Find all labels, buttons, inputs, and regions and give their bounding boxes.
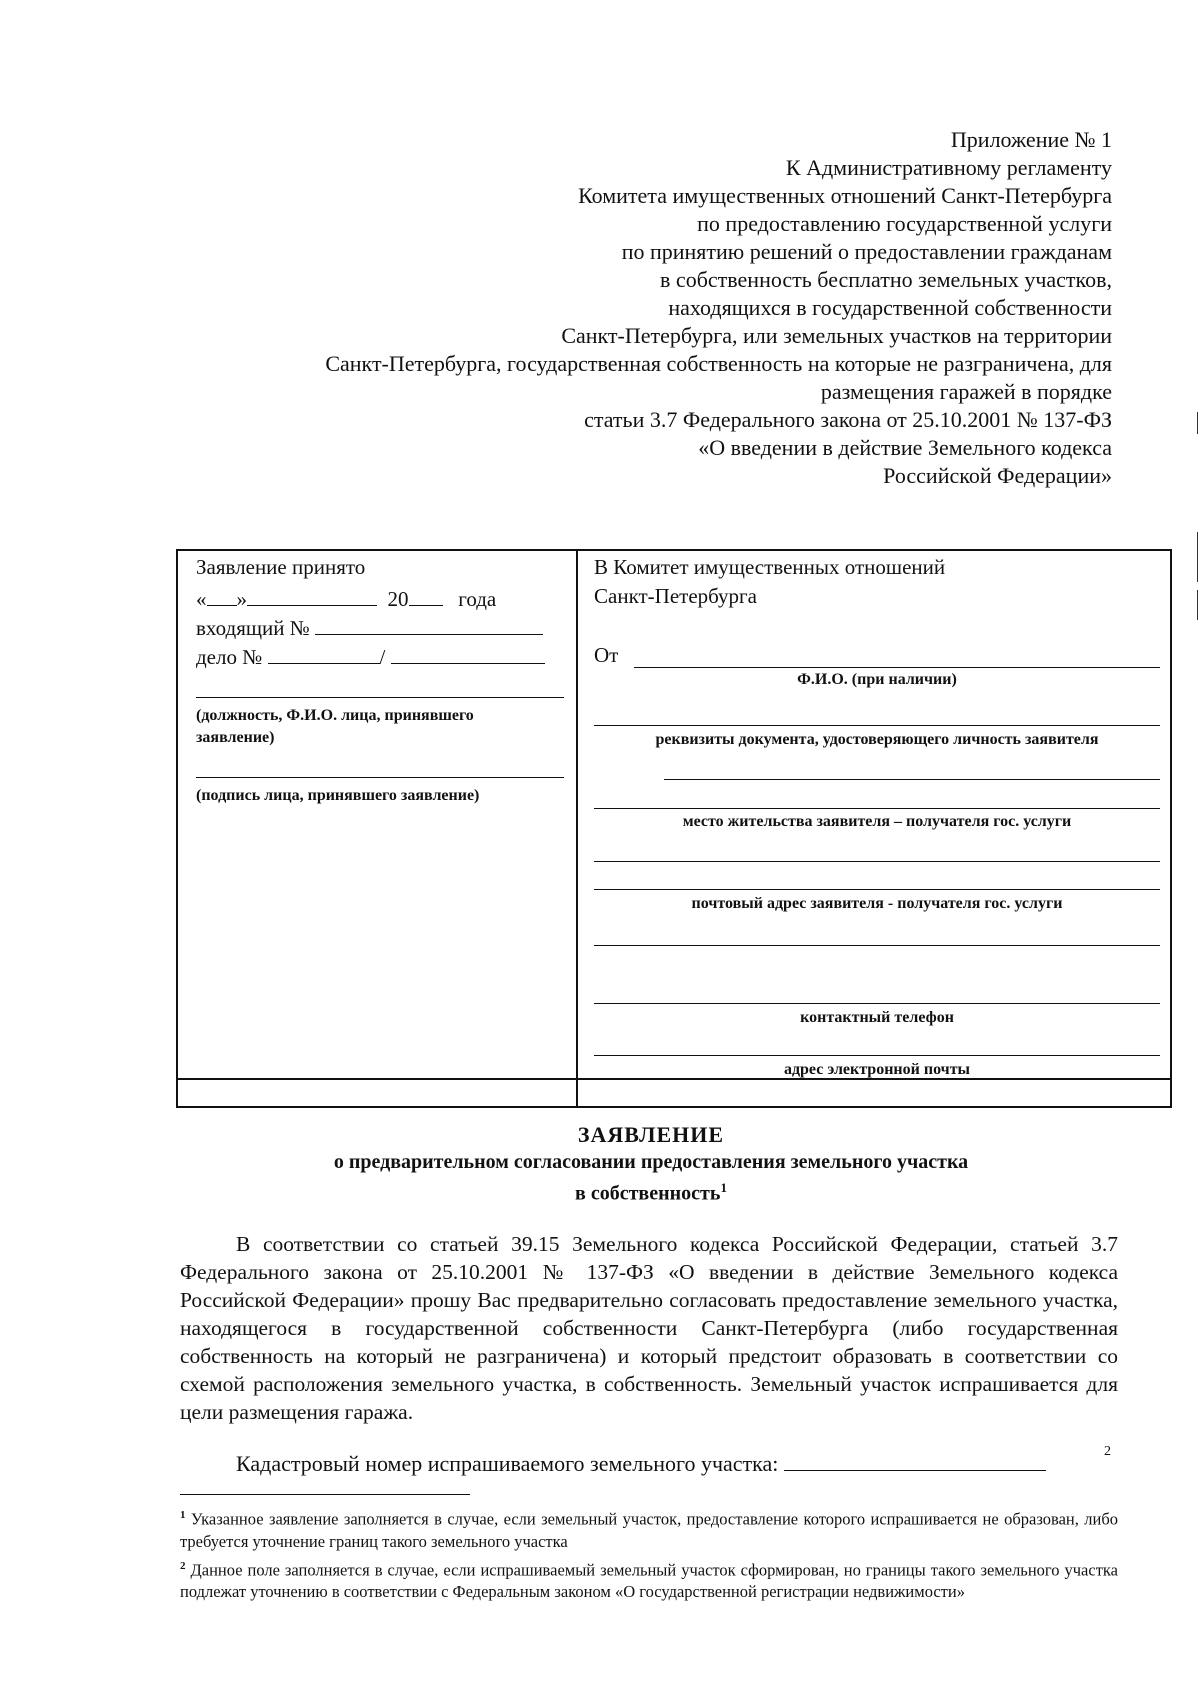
residence-line[interactable] — [594, 808, 1160, 809]
footnote-text: Данное поле заполняется в случае, если испрашиваемый земельный участок сформирован, но границы такого земельного участка подлежат уточнению в соответствии с Федеральным законом «О государственной регистрации недвижимости» — [180, 1560, 1119, 1601]
cadastral-label: Кадастровый номер испрашиваемого земельного участка: — [236, 1451, 779, 1476]
header-line: в собственность бесплатно земельных участков, — [660, 267, 1112, 292]
accepted-label: Заявление принято — [196, 555, 366, 579]
header-line: находящихся в государственной собственности — [668, 295, 1112, 320]
postal-line[interactable] — [594, 889, 1160, 890]
footnote-2 — [180, 1555, 1118, 1604]
position-line[interactable] — [196, 697, 564, 698]
postal-line-2[interactable] — [594, 945, 1160, 946]
header-line: статьи 3.7 Федерального закона от 25.10.2001 № 137-ФЗ — [584, 407, 1112, 432]
phone-caption: контактный телефон — [800, 1009, 954, 1026]
day-field[interactable] — [207, 585, 237, 606]
footnote-mark: 2 — [180, 1559, 186, 1572]
document-title: ЗАЯВЛЕНИЕ — [577, 1122, 725, 1147]
email-caption: адрес электронной почты — [783, 1061, 971, 1078]
from-label: От — [594, 643, 619, 667]
incoming-number-field[interactable] — [315, 614, 543, 635]
header-line: Комитета имущественных отношений Санкт-Петербурга — [578, 183, 1112, 208]
year-field[interactable] — [409, 585, 443, 606]
signature-caption: (подпись лица, принявшего заявление) — [196, 787, 480, 804]
incoming-number-row — [196, 614, 543, 641]
header-line: К Административному регламенту — [785, 155, 1112, 180]
incoming-number-label: входящий № — [196, 616, 310, 640]
position-caption: (должность, Ф.И.О. лица, принявшего заявление) — [196, 707, 474, 746]
header-line: по принятию решений о предоставлении гражданам — [621, 239, 1112, 264]
application-paragraph: В соответствии со статьей 39.15 Земельного кодекса Российской Федерации, статьей 3.7 Федерального закона от 25.10.2001 № 137-ФЗ «О введении в действие Земельного кодекса Российской Федерации» прошу Вас предварительно согласовать предоставление земельного участка, находящегося в государственной собственности Санкт-Петербурга (либо государственная собственность на который не разграничена) и который предстоит образовать в соответствии со схемой расположения земельного участка, в собственность. Земельный участок испрашивается для цели размещения гаража. — [180, 1232, 1118, 1424]
residence-caption: место жительства заявителя – получателя гос. услуги — [682, 813, 1072, 830]
accepted-date-row — [196, 585, 496, 612]
year-prefix: 20 — [387, 587, 409, 611]
footnote-1 — [180, 1504, 1118, 1553]
postal-caption: почтовый адрес заявителя - получателя гос. услуги — [691, 895, 1063, 912]
recipient-line-2: Санкт-Петербурга — [594, 584, 757, 608]
application-form-table — [176, 549, 1172, 1108]
header-line: по предоставлению государственной услуги — [697, 211, 1112, 236]
recipient-line-1: В Комитет имущественных отношений — [594, 555, 946, 579]
fio-caption: Ф.И.О. (при наличии) — [797, 671, 957, 688]
header-line: Российской Федерации» — [883, 463, 1112, 488]
footnotes — [180, 1504, 1118, 1605]
case-number-row — [196, 643, 545, 670]
header-line: «О введении в действие Земельного кодекса — [698, 435, 1112, 460]
signature-line[interactable] — [196, 777, 564, 778]
id-document-line-2[interactable] — [664, 779, 1160, 780]
month-field[interactable] — [247, 585, 377, 606]
email-line[interactable] — [594, 1055, 1160, 1056]
scan-edge-mark — [1197, 590, 1198, 620]
case-subnumber-field[interactable] — [391, 643, 545, 664]
residence-line-2[interactable] — [594, 861, 1160, 862]
case-number-label: дело № — [196, 645, 263, 669]
document-subtitle-2 — [176, 1180, 1126, 1206]
date-open-quote: « — [196, 587, 207, 611]
year-suffix: года — [458, 587, 497, 611]
header-line: размещения гаражей в порядке — [820, 379, 1112, 404]
id-document-line[interactable] — [594, 725, 1160, 726]
footnote-ref: 2 — [1104, 1444, 1111, 1459]
fio-line[interactable] — [634, 667, 1160, 668]
header-line: Приложение № 1 — [950, 127, 1112, 152]
document-subtitle: о предварительном согласовании предоставления земельного участка — [333, 1151, 969, 1173]
subtitle-text: в собственность — [575, 1182, 721, 1205]
case-number-field[interactable] — [268, 643, 380, 664]
footnote-ref: 1 — [720, 1180, 727, 1195]
header-line: Санкт-Петербурга, или земельных участков на территории — [561, 323, 1112, 348]
case-separator: / — [379, 645, 386, 669]
scan-edge-mark — [1197, 412, 1198, 434]
footnote-mark: 1 — [180, 1509, 186, 1521]
column-divider — [576, 551, 578, 1106]
id-document-caption: реквизиты документа, удостоверяющего личность заявителя — [655, 731, 1099, 748]
footnote-separator — [180, 1494, 470, 1495]
cadastral-row — [236, 1448, 1046, 1477]
header-line: Санкт-Петербурга, государственная собственность на которые не разграничена, для — [325, 351, 1112, 376]
footnote-text: Указанное заявление заполняется в случае, если земельный участок, предоставление которого испрашивается не образован, либо требуется уточнение границ такого земельного участка — [180, 1509, 1118, 1551]
date-close-quote: » — [236, 587, 247, 611]
appendix-header — [212, 126, 1112, 490]
cadastral-number-field[interactable] — [784, 1448, 1046, 1471]
phone-line[interactable] — [594, 1003, 1160, 1004]
scan-edge-mark — [1197, 532, 1198, 582]
